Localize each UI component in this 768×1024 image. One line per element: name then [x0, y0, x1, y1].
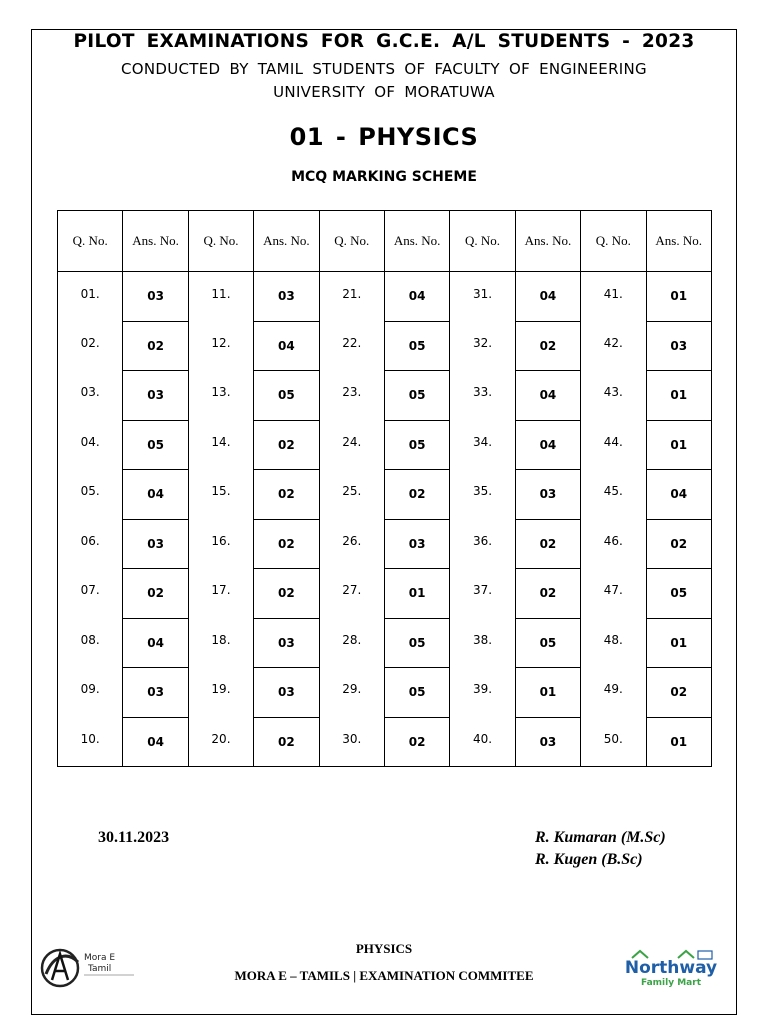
answer-number: 04	[515, 272, 580, 322]
question-number: 03.	[58, 371, 123, 421]
question-number: 21.	[319, 272, 384, 322]
answer-number: 01	[646, 371, 711, 421]
question-number: 31.	[450, 272, 515, 322]
answer-number: 02	[254, 470, 319, 520]
table-row	[58, 272, 712, 322]
answer-number: 01	[646, 717, 711, 767]
question-number: 43.	[581, 371, 646, 421]
question-number: 28.	[319, 618, 384, 668]
answer-number: 04	[123, 717, 188, 767]
question-number: 17.	[188, 569, 253, 619]
question-number: 10.	[58, 717, 123, 767]
answer-number: 02	[515, 519, 580, 569]
ans-no-header: Ans. No.	[646, 211, 711, 272]
answer-number: 03	[646, 321, 711, 371]
logo-left-text-2: Tamil	[88, 964, 112, 974]
question-number: 22.	[319, 321, 384, 371]
ans-no-header: Ans. No.	[254, 211, 319, 272]
ans-no-header: Ans. No.	[123, 211, 188, 272]
question-number: 37.	[450, 569, 515, 619]
question-number: 33.	[450, 371, 515, 421]
question-number: 41.	[581, 272, 646, 322]
table-row	[58, 618, 712, 668]
q-no-header: Q. No.	[319, 211, 384, 272]
question-number: 35.	[450, 470, 515, 520]
answer-number: 05	[123, 420, 188, 470]
conducted-by-line: CONDUCTED BY TAMIL STUDENTS OF FACULTY OF ENGINEERING	[121, 60, 647, 78]
scheme-subtitle: MCQ MARKING SCHEME	[291, 169, 477, 185]
answer-number: 03	[123, 519, 188, 569]
question-number: 05.	[58, 470, 123, 520]
logo-right-text-1: Northway	[624, 958, 718, 978]
question-number: 30.	[319, 717, 384, 767]
question-number: 15.	[188, 470, 253, 520]
question-number: 25.	[319, 470, 384, 520]
logo-left-text-1: Mora E	[84, 953, 116, 963]
question-number: 12.	[188, 321, 253, 371]
question-number: 40.	[450, 717, 515, 767]
issue-date: 30.11.2023	[98, 829, 170, 846]
question-number: 23.	[319, 371, 384, 421]
answer-number: 03	[123, 371, 188, 421]
ans-no-header: Ans. No.	[515, 211, 580, 272]
question-number: 50.	[581, 717, 646, 767]
answer-number: 03	[254, 618, 319, 668]
answer-number: 02	[515, 569, 580, 619]
table-row	[58, 519, 712, 569]
question-number: 20.	[188, 717, 253, 767]
answer-number: 03	[515, 717, 580, 767]
logo-letter	[52, 954, 68, 980]
answer-number: 02	[646, 519, 711, 569]
answer-number: 05	[384, 371, 449, 421]
house-roof-icon-2	[678, 951, 694, 958]
question-number: 04.	[58, 420, 123, 470]
question-number: 45.	[581, 470, 646, 520]
table-row	[58, 371, 712, 421]
question-number: 44.	[581, 420, 646, 470]
question-number: 08.	[58, 618, 123, 668]
question-number: 13.	[188, 371, 253, 421]
answer-table	[57, 210, 712, 767]
answer-number: 03	[254, 272, 319, 322]
ans-no-header: Ans. No.	[384, 211, 449, 272]
answer-number: 03	[123, 272, 188, 322]
northway-logo	[612, 944, 730, 990]
table-row	[58, 470, 712, 520]
answer-number: 02	[384, 717, 449, 767]
question-number: 18.	[188, 618, 253, 668]
answer-number: 02	[123, 569, 188, 619]
house-roof-icon	[632, 951, 648, 958]
question-number: 01.	[58, 272, 123, 322]
question-number: 14.	[188, 420, 253, 470]
table-row	[58, 569, 712, 619]
answer-number: 04	[384, 272, 449, 322]
question-number: 16.	[188, 519, 253, 569]
answer-number: 02	[254, 420, 319, 470]
answer-number: 05	[384, 321, 449, 371]
question-number: 48.	[581, 618, 646, 668]
question-number: 26.	[319, 519, 384, 569]
signatory-1: R. Kumaran (M.Sc)	[535, 829, 666, 846]
answer-number: 04	[254, 321, 319, 371]
mora-e-tamil-logo	[38, 944, 138, 990]
answer-number: 01	[646, 618, 711, 668]
question-number: 07.	[58, 569, 123, 619]
answer-number: 04	[123, 618, 188, 668]
answer-number: 02	[646, 668, 711, 718]
answer-number: 03	[123, 668, 188, 718]
answer-number: 03	[515, 470, 580, 520]
question-number: 24.	[319, 420, 384, 470]
question-number: 34.	[450, 420, 515, 470]
answer-number: 05	[646, 569, 711, 619]
answer-number: 02	[254, 569, 319, 619]
q-no-header: Q. No.	[188, 211, 253, 272]
question-number: 32.	[450, 321, 515, 371]
answer-number: 04	[123, 470, 188, 520]
answer-number: 04	[515, 371, 580, 421]
answer-number: 04	[646, 470, 711, 520]
question-number: 02.	[58, 321, 123, 371]
logo-right-text-2: Family Mart	[640, 978, 702, 988]
answer-number: 05	[384, 668, 449, 718]
answer-number: 05	[384, 618, 449, 668]
answer-number: 03	[384, 519, 449, 569]
table-row	[58, 717, 712, 767]
table-row	[58, 420, 712, 470]
answer-number: 01	[515, 668, 580, 718]
question-number: 39.	[450, 668, 515, 718]
answer-number: 01	[646, 272, 711, 322]
question-number: 27.	[319, 569, 384, 619]
answer-number: 03	[254, 668, 319, 718]
question-number: 09.	[58, 668, 123, 718]
question-number: 38.	[450, 618, 515, 668]
question-number: 36.	[450, 519, 515, 569]
table-row	[58, 321, 712, 371]
answer-number: 02	[123, 321, 188, 371]
answer-number: 02	[254, 519, 319, 569]
answer-number: 02	[384, 470, 449, 520]
question-number: 11.	[188, 272, 253, 322]
answer-number: 04	[515, 420, 580, 470]
question-number: 47.	[581, 569, 646, 619]
q-no-header: Q. No.	[58, 211, 123, 272]
university-line: UNIVERSITY OF MORATUWA	[273, 83, 495, 101]
paper-title: 01 - PHYSICS	[289, 123, 479, 151]
table-row	[58, 668, 712, 718]
answer-number: 05	[254, 371, 319, 421]
signatory-2: R. Kugen (B.Sc)	[535, 851, 643, 868]
exam-title-line: PILOT EXAMINATIONS FOR G.C.E. A/L STUDENTS - 2023	[73, 31, 695, 52]
question-number: 42.	[581, 321, 646, 371]
answer-number: 01	[646, 420, 711, 470]
footer-organization: MORA E – TAMILS | EXAMINATION COMMITEE	[234, 968, 534, 983]
q-no-header: Q. No.	[581, 211, 646, 272]
answer-number: 02	[515, 321, 580, 371]
footer-subject: PHYSICS	[355, 941, 413, 956]
answer-number: 05	[384, 420, 449, 470]
question-number: 19.	[188, 668, 253, 718]
answer-number: 02	[254, 717, 319, 767]
answer-number: 01	[384, 569, 449, 619]
answer-number: 05	[515, 618, 580, 668]
question-number: 06.	[58, 519, 123, 569]
q-no-header: Q. No.	[450, 211, 515, 272]
question-number: 46.	[581, 519, 646, 569]
question-number: 49.	[581, 668, 646, 718]
question-number: 29.	[319, 668, 384, 718]
